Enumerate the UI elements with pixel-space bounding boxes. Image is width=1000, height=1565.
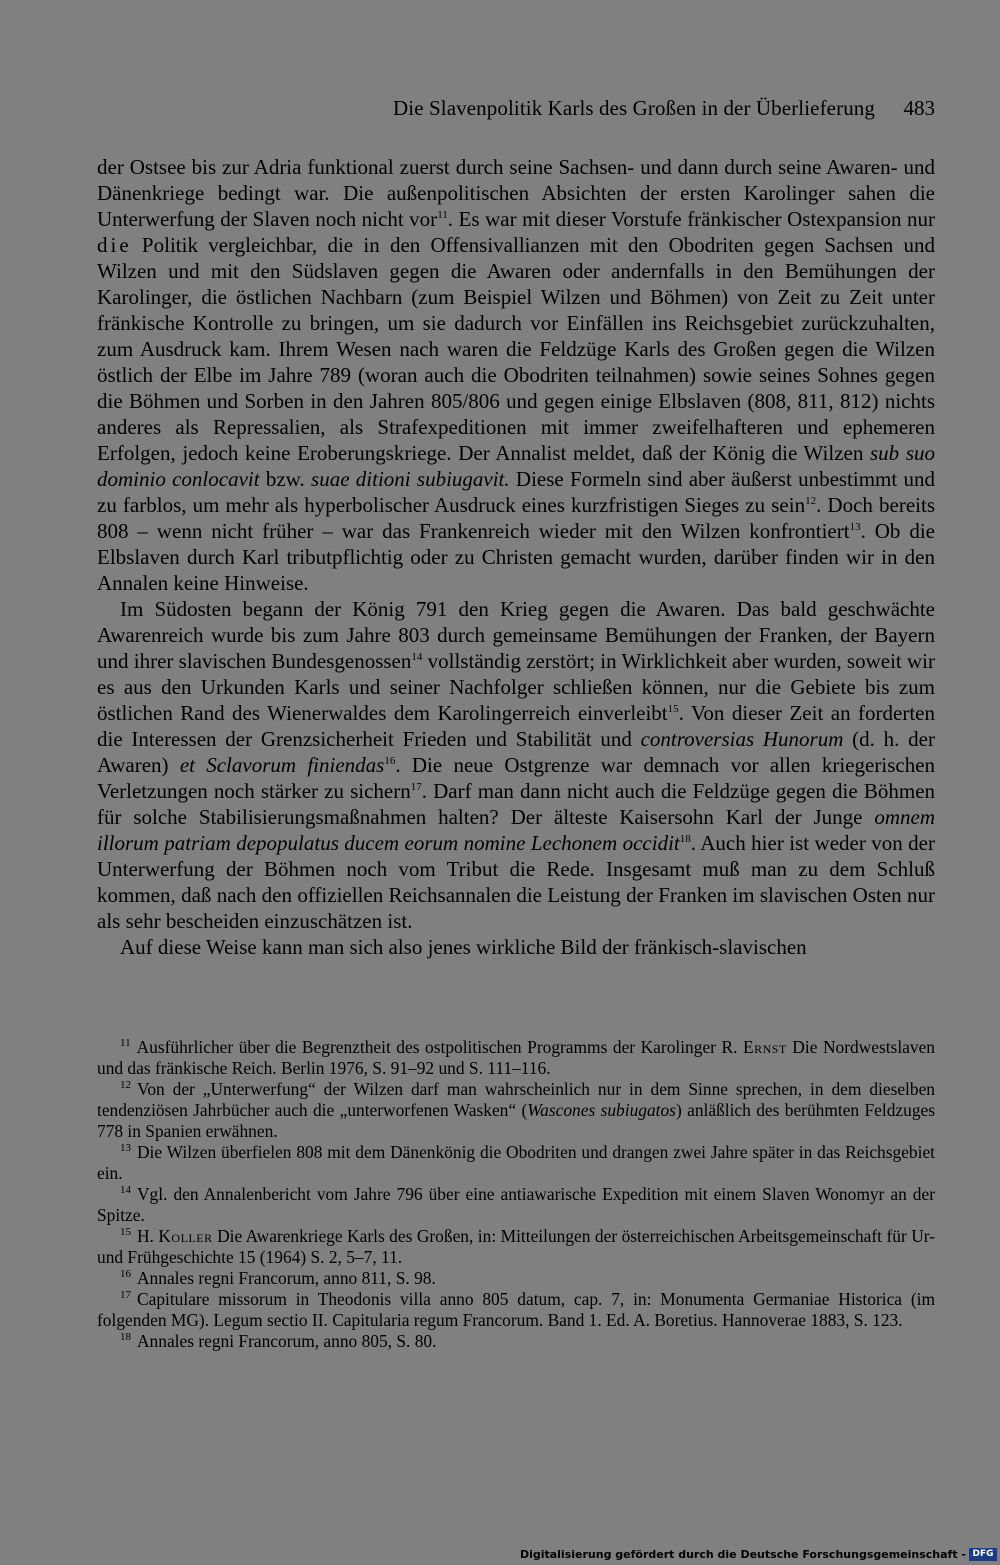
- running-header: [97, 96, 935, 126]
- footnote-ref[interactable]: 18: [679, 833, 691, 845]
- running-title: Die Slavenpolitik Karls des Großen in der Überlieferung: [393, 96, 875, 120]
- footnote-ref[interactable]: 14: [411, 651, 423, 663]
- footnotes: [97, 1037, 935, 1352]
- digitization-credit: [520, 1547, 997, 1562]
- footnote-12: $^{12}$ Von der „Unterwerfung“ der Wilzen darf man wahrscheinlich nur in dem Sinne sprechen, in dem dieselben tendenziösen Jahrbücher auch die „unterworfenen Wasken“ (Wascones subiugatos) anläßlich des berühmten Feldzuges 778 in Spanien erwähnen.: [97, 1079, 935, 1141]
- footnote-17: $^{17}$ Capitulare missorum in Theodonis villa anno 805 datum, cap. 7, in: Monumenta Germaniae Historica (im folgenden MG). Legum sectio II. Capitularia regum Francorum. Band 1. Ed. A. Boretius. Hannoverae 1883, S. 123.: [97, 1289, 935, 1330]
- footnote-ref[interactable]: 12: [805, 495, 817, 507]
- footnote-15: $^{15}$ H. Koller Die Awarenkriege Karls des Großen, in: Mitteilungen der österreichischen Arbeitsgemeinschaft für Ur- und Frühgeschichte 15 (1964) S. 2, 5–7, 11.: [97, 1226, 935, 1267]
- body-text: [97, 154, 935, 960]
- footnote-13: $^{13}$ Die Wilzen überfielen 808 mit dem Dänenkönig die Obodriten und drangen zwei Jahre später in das Reichsgebiet ein.: [97, 1142, 935, 1183]
- footnote-14: $^{14}$ Vgl. den Annalenbericht vom Jahre 796 über eine antiawarische Expedition mit einem Slaven Wonomyr an der Spitze.: [97, 1184, 935, 1225]
- paragraph: Auf diese Weise kann man sich also jenes wirkliche Bild der fränkisch-slavischen: [120, 935, 807, 959]
- footnote-ref[interactable]: 17: [410, 781, 422, 793]
- page-number: 483: [903, 96, 935, 120]
- dfg-logo-icon: DFG: [969, 1548, 997, 1561]
- footnote-11: $^{11}$ Ausführlicher über die Begrenztheit des ostpolitischen Programms der Karolinger R. Ernst Die Nordwestslaven und das fränkische Reich. Berlin 1976, S. 91–92 und S. 111–116.: [97, 1037, 935, 1078]
- paragraph: der Ostsee bis zur Adria funktional zuerst durch seine Sachsen- und dann durch seine Awaren- und Dänenkriege bedingt war. Die außenpolitischen Absichten der ersten Karolinger sahen die Unterwerfung der Slaven noch nicht vor$^{11}$. Es war mit dieser Vorstufe fränkischer Ostexpansion nur die Politik vergleichbar, die in den Offensivallianzen mit den Obodriten gegen Sachsen und Wilzen und mit den Südslaven gegen die Awaren oder andernfalls in den Bemühungen der Karolinger, die östlichen Nachbarn (zum Beispiel Wilzen und Böhmen) von Zeit zu Zeit unter fränkische Kontrolle zu bringen, um sie dadurch vor Einfällen ins Reichsgebiet zurückzuhalten, zum Ausdruck kam. Ihrem Wesen nach waren die Feldzüge Karls des Großen gegen die Wilzen östlich der Elbe im Jahre 789 (woran auch die Obodriten teilnahmen) sowie seines Sohnes gegen die Böhmen und Sorben in den Jahren 805/806 und gegen einige Elbslaven (808, 811, 812) nichts anderes als Repressalien, als Strafexpeditionen mit immer zweifelhafteren und ephemeren Erfolgen, jedoch keine Eroberungskriege. Der Annalist meldet, daß der König die Wilzen sub suo dominio conlocavit bzw. suae ditioni subiugavit. Diese Formeln sind aber äußerst unbestimmt und zu farblos, um mehr als hyperbolischer Ausdruck eines kurzfristigen Sieges zu sein$^{12}$. Doch bereits 808 – wenn nicht früher – war das Frankenreich wieder mit den Wilzen konfrontiert$^{13}$. Ob die Elbslaven durch Karl tributpflichtig oder zu Christen gemacht wurden, darüber finden wir in den Annalen keine Hinweise.: [97, 155, 936, 595]
- paragraph: Im Südosten begann der König 791 den Krieg gegen die Awaren. Das bald geschwächte Awarenreich wurde bis zum Jahre 803 durch gemeinsame Bemühungen der Franken, der Bayern und ihrer slavischen Bundesgenossen$^{14}$ vollständig zerstört; in Wirklichkeit aber wurden, soweit wir es aus den Urkunden Karls und seiner Nachfolger schließen können, nur die Gebiete bis zum östlichen Rand des Wienerwaldes dem Karolingerreich einverleibt$^{15}$. Von dieser Zeit an forderten die Interessen der Grenzsicherheit Frieden und Stabilität und controversias Hunorum (d. h. der Awaren) et Sclavorum finiendas$^{16}$. Die neue Ostgrenze war demnach vor allen kriegerischen Verletzungen noch stärker zu sichern$^{17}$. Darf man dann nicht auch die Feldzüge gegen die Böhmen für solche Stabilisierungsmaßnahmen halten? Der älteste Kaisersohn Karl der Junge omnem illorum patriam depopulatus ducem eorum nomine Lechonem occidit$^{18}$. Auch hier ist weder von der Unterwerfung der Böhmen noch vom Tribut die Rede. Insgesamt muß man zu dem Schluß kommen, daß nach den offiziellen Reichsannalen die Leistung der Franken im slavischen Osten nur als sehr bescheiden einzuschätzen ist.: [97, 597, 936, 933]
- footnote-ref[interactable]: 16: [384, 755, 396, 767]
- footnote-16: $^{16}$ Annales regni Francorum, anno 811, S. 98.: [120, 1268, 436, 1288]
- footnote-ref[interactable]: 11: [437, 209, 448, 221]
- footnote-ref[interactable]: 15: [667, 703, 679, 715]
- footnote-ref[interactable]: 13: [849, 521, 861, 533]
- credit-text: Digitalisierung gefördert durch die Deutsche Forschungsgemeinschaft -: [519, 1548, 966, 1561]
- footnote-18: $^{18}$ Annales regni Francorum, anno 805, S. 80.: [120, 1331, 437, 1351]
